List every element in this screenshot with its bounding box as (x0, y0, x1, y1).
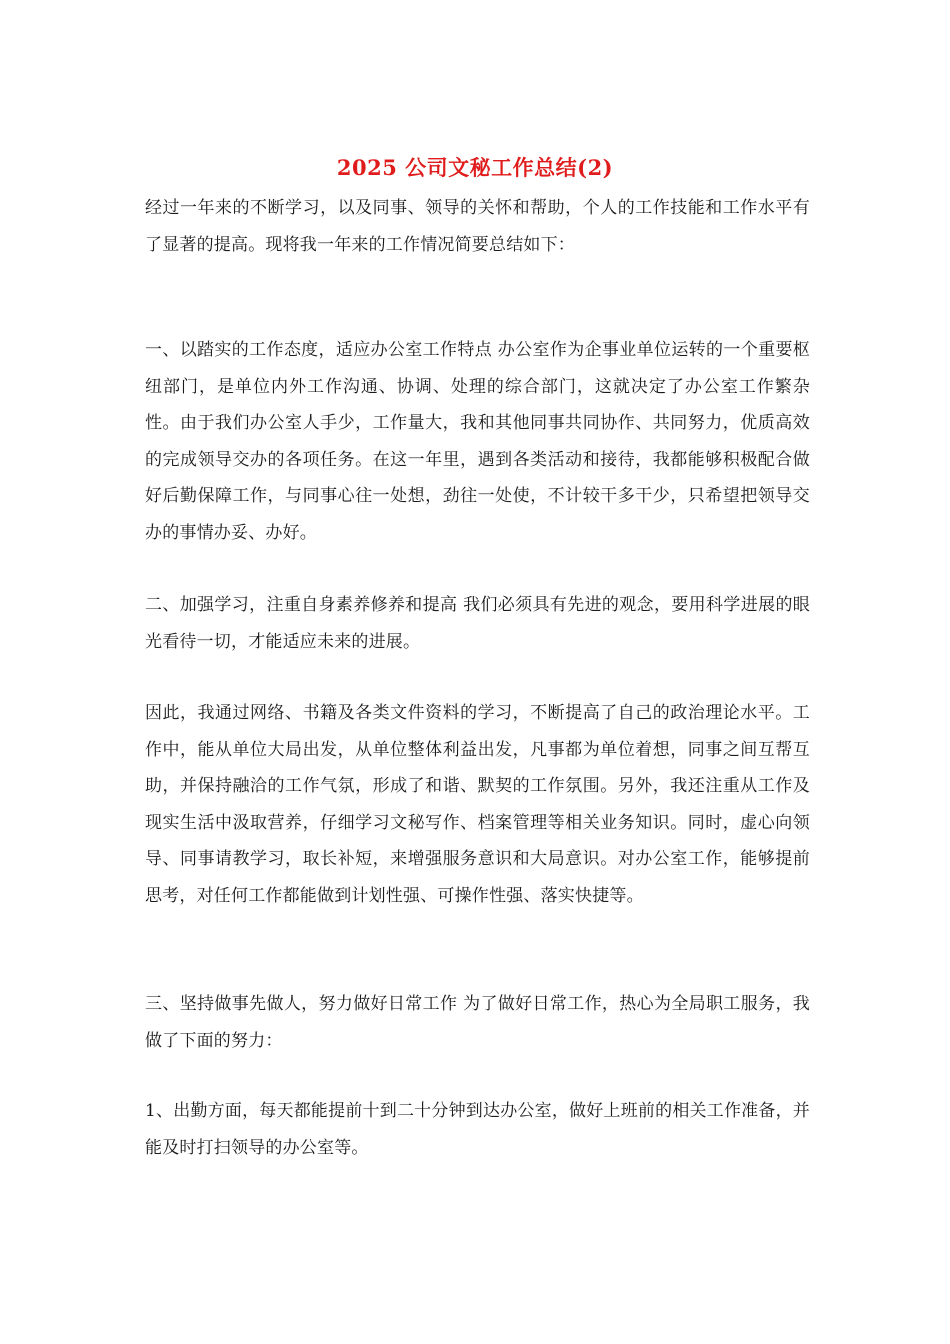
paragraph-item-1: 1、出勤方面，每天都能提前十到二十分钟到达办公室，做好上班前的相关工作准备，并能及时打扫领导的办公室等。 (145, 1101, 810, 1158)
paragraph-section-3: 三、坚持做事先做人，努力做好日常工作 为了做好日常工作，热心为全局职工服务，我做了下面的努力： (145, 994, 810, 1051)
paragraph-intro: 经过一年来的不断学习，以及同事、领导的关怀和帮助，个人的工作技能和工作水平有了显著的提高。现将我一年来的工作情况简要总结如下： (145, 198, 810, 255)
paragraph-section-1: 一、以踏实的工作态度，适应办公室工作特点 办公室作为企事业单位运转的一个重要枢纽部门，是单位内外工作沟通、协调、处理的综合部门，这就决定了办公室工作繁杂性。由于我们办公室人手少，工作量大，我和其他同事共同协作、共同努力，优质高效的完成领导交办的各项任务。在这一年里，遇到各类活动和接待，我都能够积极配合做好后勤保障工作，与同事心往一处想，劲往一处使，不计较干多干少，只希望把领导交办的事情办妥、办好。 (145, 340, 810, 543)
document-title: 2025 公司文秘工作总结(2) (336, 155, 614, 180)
paragraph-section-2-detail: 因此，我通过网络、书籍及各类文件资料的学习，不断提高了自己的政治理论水平。工作中，能从单位大局出发，从单位整体利益出发，凡事都为单位着想，同事之间互帮互助，并保持融洽的工作气氛，形成了和谐、默契的工作氛围。另外，我还注重从工作及现实生活中汲取营养，仔细学习文秘写作、档案管理等相关业务知识。同时，虚心向领导、同事请教学习，取长补短，来增强服务意识和大局意识。对办公室工作，能够提前思考，对任何工作都能做到计划性强、可操作性强、落实快捷等。 (145, 703, 810, 906)
paragraph-section-2: 二、加强学习，注重自身素养修养和提高 我们必须具有先进的观念，要用科学进展的眼光看待一切，才能适应未来的进展。 (145, 595, 810, 652)
